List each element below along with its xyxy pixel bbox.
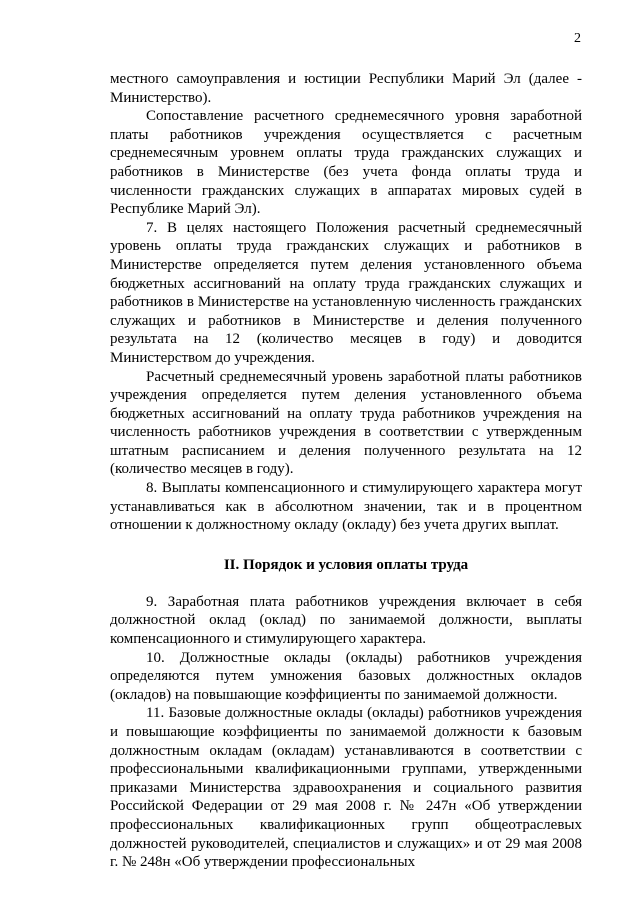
page-number: 2 — [574, 31, 581, 46]
paragraph-item-11: 11. Базовые должностные оклады (оклады) работников учреждения и повышающие коэффициенты по занимаемой должности к базовым должностным окладам (окладам) устанавливаются в соответствии с профессиональными квалификационными группами, утвержденными приказами Министерства здравоохранения и социального развития Российской Федерации от 29 мая 2008 г. № 247н «Об утверждении профессиональных квалификационных групп общеотраслевых должностей руководителей, специалистов и служащих» и от 29 мая 2008 г. № 248н «Об утверждении профессиональных — [110, 705, 582, 871]
paragraph-continuation: местного самоуправления и юстиции Республики Марий Эл (далее - Министерство). — [110, 71, 582, 106]
document-body — [110, 70, 582, 872]
paragraph-item-10: 10. Должностные оклады (оклады) работников учреждения определяются путем умножения базовых должностных окладов (окладов) на повышающие коэффициенты по занимаемой должности. — [110, 649, 582, 703]
paragraph-calculated-level: Расчетный среднемесячный уровень заработной платы работников учреждения определяется путем деления установленного объема бюджетных ассигнований на оплату труда работников учреждения на численность работников учреждения в соответствии с утвержденным штатным расписанием и деления полученного результата на 12 (количество месяцев в году). — [110, 368, 582, 478]
section-heading: II. Порядок и условия оплаты труда — [223, 556, 469, 573]
paragraph-item-9: 9. Заработная плата работников учреждения включает в себя должностной оклад (оклад) по занимаемой должности, выплаты компенсационного и стимулирующего характера. — [110, 593, 582, 648]
paragraph-comparison: Сопоставление расчетного среднемесячного уровня заработной платы работников учреждения осуществляется с расчетным среднемесячным уровнем оплаты труда гражданских служащих и работников в Министерстве (без учета фонда оплаты труда и численности гражданских служащих в аппаратах мировых судей в Республике Марий Эл). — [110, 108, 582, 218]
paragraph-item-7: 7. В целях настоящего Положения расчетный среднемесячный уровень оплаты труда гражданских служащих и работников в Министерстве определяется путем деления установленного объема бюджетных ассигнований на оплату труда гражданских служащих и работников в Министерстве на установленную численность гражданских служащих и работников в Министерстве и деления полученного результата на 12 (количество месяцев в году) и доводится Министерством до учреждения. — [110, 219, 582, 366]
paragraph-item-8: 8. Выплаты компенсационного и стимулирующего характера могут устанавливаться как в абсолютном значении, так и в процентном отношении к должностному окладу (окладу) без учета других выплат. — [110, 480, 582, 534]
